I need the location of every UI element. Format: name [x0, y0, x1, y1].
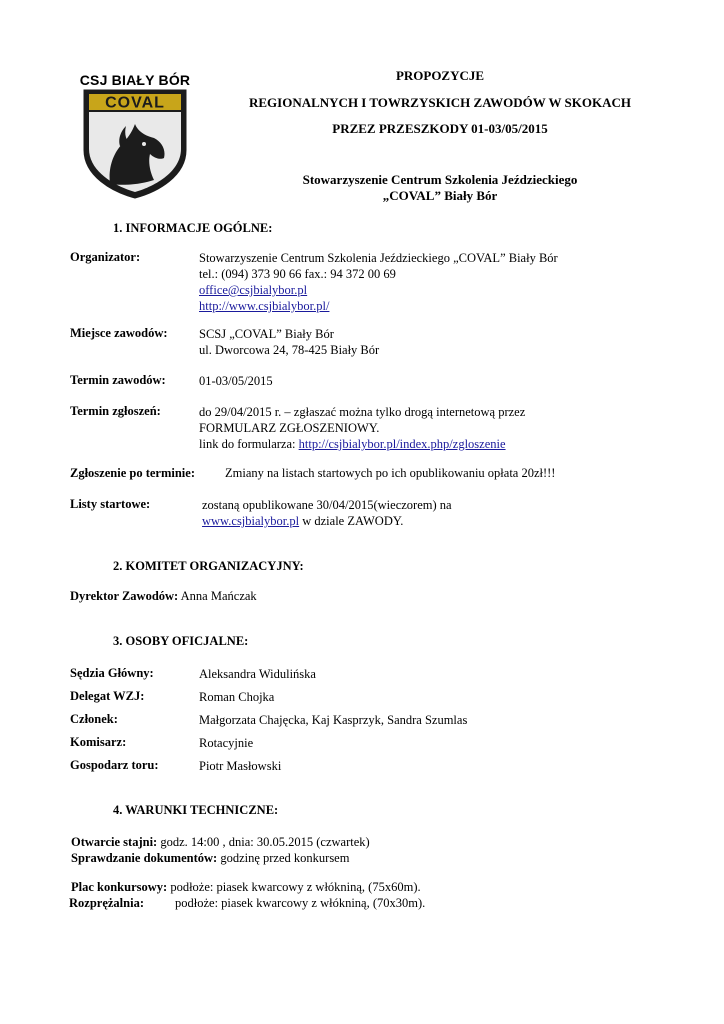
listy-line1: zostaną opublikowane 30/04/2015(wieczorem) na [202, 498, 452, 512]
section-3-title: 3. OSOBY OFICJALNE: [113, 634, 249, 648]
dokumenty-label: Sprawdzanie dokumentów: [71, 851, 218, 865]
org-name-2: „COVAL” Biały Bór [382, 188, 498, 203]
miejsce-line1: SCSJ „COVAL” Biały Bór [199, 327, 334, 341]
zgloszenia-line2: FORMULARZ ZGŁOSZENIOWY. [199, 421, 380, 435]
section-2-title: 2. KOMITET ORGANIZACYJNY: [113, 559, 304, 573]
zgloszenia-value [199, 404, 525, 452]
organizator-line2: tel.: (094) 373 90 66 fax.: 94 372 00 69 [199, 267, 396, 281]
dyrektor-row [70, 589, 257, 604]
horse-eye-icon [142, 142, 146, 146]
listy-label: Listy startowe: [70, 497, 151, 511]
stable-info [71, 834, 370, 866]
website-link[interactable]: http://www.csjbialybor.pl/ [199, 299, 330, 313]
official-label: Delegat WZJ: [70, 689, 145, 703]
official-label: Gospodarz toru: [70, 758, 159, 772]
organizator-value [199, 250, 558, 314]
listy-suffix: w dziale ZAWODY. [299, 514, 404, 528]
coval-logo [80, 88, 190, 200]
po-terminie-value: Zmiany na listach startowych po ich opublikowaniu opłata 20zł!!! [225, 466, 556, 480]
zgloszenia-line1: do 29/04/2015 r. – zgłaszać można tylko drogą internetową przez [199, 405, 526, 419]
official-label: Komisarz: [70, 735, 127, 749]
plac-row [71, 880, 421, 895]
termin-value: 01-03/05/2015 [199, 374, 273, 388]
email-link[interactable]: office@csjbialybor.pl [199, 283, 308, 297]
stajni-label: Otwarcie stajni: [71, 835, 158, 849]
organizator-label: Organizator: [70, 250, 141, 264]
miejsce-line2: ul. Dworcowa 24, 78-425 Biały Bór [199, 343, 380, 357]
dyrektor-value: Anna Mańczak [178, 589, 257, 603]
official-value: Aleksandra Widulińska [199, 667, 316, 681]
official-label: Sędzia Główny: [70, 666, 154, 680]
doc-subtitle-2: PRZEZ PRZESZKODY 01-03/05/2015 [332, 121, 548, 136]
doc-subtitle-1: REGIONALNYCH I TOWRZYSKICH ZAWODÓW W SKOKACH [248, 95, 631, 110]
po-terminie-label: Zgłoszenie po terminie: [70, 466, 195, 480]
plac-value: podłoże: piasek kwarcowy z włókniną, (75x60m). [167, 880, 421, 894]
official-label: Członek: [70, 712, 118, 726]
miejsce-value [199, 326, 379, 358]
section-1-title: 1. INFORMACJE OGÓLNE: [113, 221, 273, 235]
plac-label: Plac konkursowy: [71, 880, 168, 894]
official-value: Piotr Masłowski [199, 759, 282, 773]
rozprezalnia-label: Rozprężalnia: [69, 896, 144, 910]
rozprezalnia-value: podłoże: piasek kwarcowy z włókniną, (70x30m). [175, 896, 426, 910]
org-name-1: Stowarzyszenie Centrum Szkolenia Jeździeckiego [302, 172, 578, 187]
official-value: Małgorzata Chajęcka, Kaj Kasprzyk, Sandra Szumlas [199, 713, 468, 727]
logo-title: CSJ BIAŁY BÓR [79, 72, 191, 88]
doc-title: PROPOZYCJE [395, 68, 485, 83]
dokumenty-value: godzinę przed konkursem [217, 851, 350, 865]
start-list-link[interactable]: www.csjbialybor.pl [202, 514, 300, 528]
zgloszenia-label: Termin zgłoszeń: [70, 404, 161, 418]
official-value: Rotacyjnie [199, 736, 254, 750]
organizator-line1: Stowarzyszenie Centrum Szkolenia Jeździeckiego „COVAL” Biały Bór [199, 251, 558, 265]
zgloszenia-link-prefix: link do formularza: [199, 437, 299, 451]
dyrektor-label: Dyrektor Zawodów: [70, 589, 179, 603]
official-value: Roman Chojka [199, 690, 275, 704]
registration-form-link[interactable]: http://csjbialybor.pl/index.php/zgloszenie [298, 437, 506, 451]
miejsce-label: Miejsce zawodów: [70, 326, 168, 340]
logo-brand-text: COVAL [105, 94, 165, 112]
stajni-value: godz. 14:00 , dnia: 30.05.2015 (czwartek) [157, 835, 370, 849]
section-4-title: 4. WARUNKI TECHNICZNE: [113, 803, 279, 817]
listy-value [202, 497, 452, 529]
termin-label: Termin zawodów: [70, 373, 166, 387]
